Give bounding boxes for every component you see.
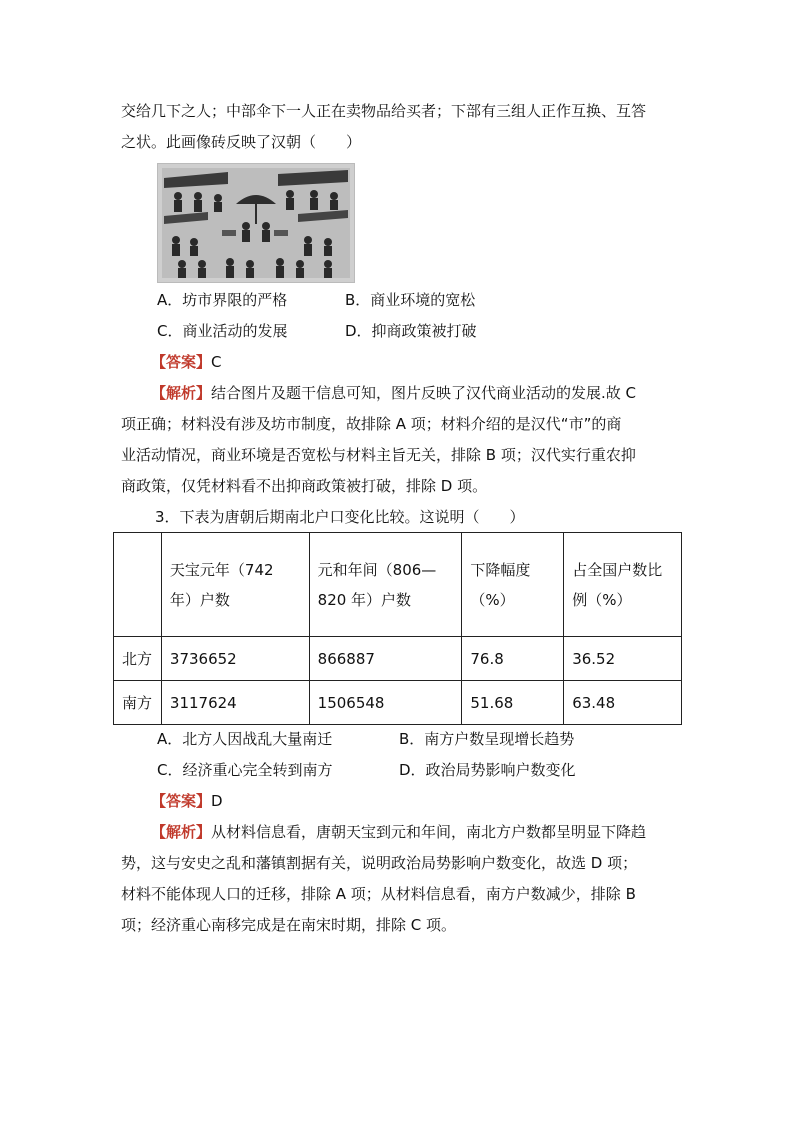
table-cell: 1506548 xyxy=(309,681,462,725)
q2-stem-line-2: 之状。此画像砖反映了汉朝（ ） xyxy=(121,133,362,151)
table-cell: 63.48 xyxy=(564,681,682,725)
table-cell: 南方 xyxy=(114,681,162,725)
table-cell: 36.52 xyxy=(564,637,682,681)
han-brick-relief-image xyxy=(157,163,355,283)
q2-answer xyxy=(151,352,222,372)
table-header-cell: 下降幅度（%） xyxy=(462,533,564,637)
table-header-cell xyxy=(114,533,162,637)
q3-option-a: A．北方人因战乱大量南迁 xyxy=(157,730,333,748)
q3-answer-label: 【答案】 xyxy=(151,792,212,810)
q3-option-c: C．经济重心完全转到南方 xyxy=(157,761,333,779)
table-header-cell: 占全国户数比例（%） xyxy=(564,533,682,637)
q2-answer-label: 【答案】 xyxy=(151,353,212,371)
table-cell: 866887 xyxy=(309,637,462,681)
q3-analysis-line-3: 材料不能体现人口的迁移，排除 A 项；从材料信息看，南方户数减少，排除 B xyxy=(121,885,636,903)
q3-option-d: D．政治局势影响户数变化 xyxy=(399,761,576,779)
q2-answer-value: C xyxy=(211,353,222,371)
table-cell: 51.68 xyxy=(462,681,564,725)
q2-analysis-line-2: 项正确；材料没有涉及坊市制度，故排除 A 项；材料介绍的是汉代“市”的商 xyxy=(121,415,622,433)
q2-analysis-line-3: 业活动情况，商业环境是否宽松与材料主旨无关，排除 B 项；汉代实行重农抑 xyxy=(121,446,636,464)
q3-answer-value: D xyxy=(211,792,223,810)
q2-analysis-label: 【解析】 xyxy=(151,384,212,402)
table-cell: 3736652 xyxy=(161,637,309,681)
q2-option-d: D．抑商政策被打破 xyxy=(345,322,477,340)
table-cell: 3117624 xyxy=(161,681,309,725)
q2-analysis-text-1: 结合图片及题干信息可知，图片反映了汉代商业活动的发展.故 C xyxy=(211,384,637,402)
table-row xyxy=(114,681,682,725)
q3-analysis-text-1: 从材料信息看，唐朝天宝到元和年间，南北方户数都呈明显下降趋 xyxy=(211,823,647,841)
q2-analysis-line-1 xyxy=(151,383,636,403)
q2-stem-line-1: 交给几下之人；中部伞下一人正在卖物品给买者；下部有三组人正作互换、互答 xyxy=(121,102,647,120)
q3-stem: 3．下表为唐朝后期南北户口变化比较。这说明（ ） xyxy=(155,508,525,526)
q3-answer xyxy=(151,791,223,811)
table-row xyxy=(114,637,682,681)
q2-analysis-line-4: 商政策，仅凭材料看不出抑商政策被打破，排除 D 项。 xyxy=(121,477,488,495)
q3-analysis-label: 【解析】 xyxy=(151,823,212,841)
table-header-row xyxy=(114,533,682,637)
q2-option-a: A．坊市界限的严格 xyxy=(157,291,288,309)
table-header-cell: 元和年间（806—820 年）户数 xyxy=(309,533,462,637)
q3-option-b: B．南方户数呈现增长趋势 xyxy=(399,730,575,748)
q3-analysis-line-4: 项；经济重心南移完成是在南宋时期，排除 C 项。 xyxy=(121,916,457,934)
q2-option-c: C．商业活动的发展 xyxy=(157,322,288,340)
household-comparison-table xyxy=(113,532,682,725)
q3-analysis-line-1 xyxy=(151,822,646,842)
q2-option-b: B．商业环境的宽松 xyxy=(345,291,476,309)
q3-analysis-line-2: 势，这与安史之乱和藩镇割据有关，说明政治局势影响户数变化，故选 D 项； xyxy=(121,854,638,872)
table-cell: 76.8 xyxy=(462,637,564,681)
table-header-cell: 天宝元年（742 年）户数 xyxy=(161,533,309,637)
table-cell: 北方 xyxy=(114,637,162,681)
